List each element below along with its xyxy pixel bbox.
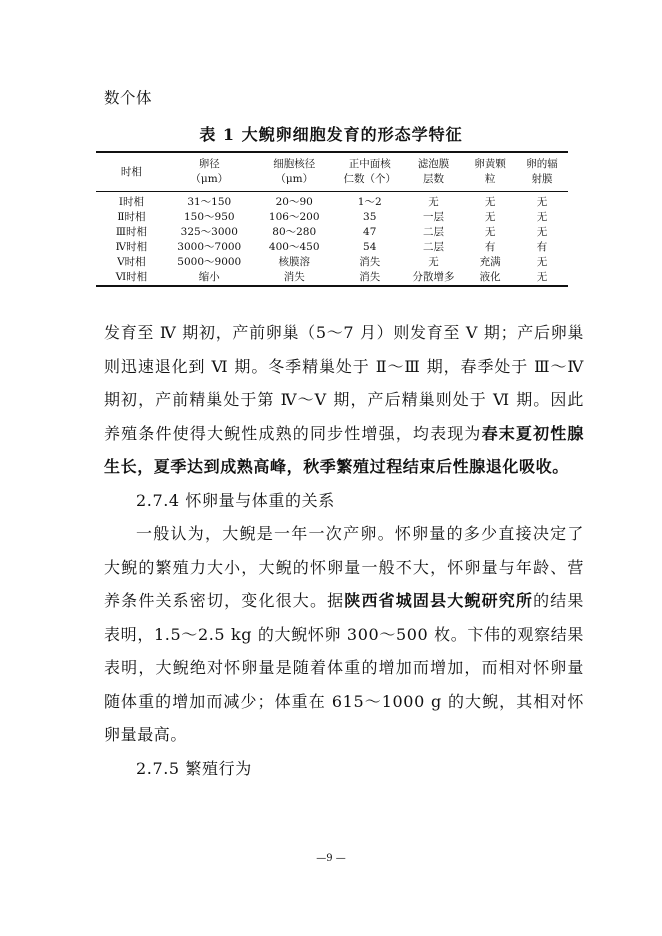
table-title: 表 1 大鲵卵细胞发育的形态学特征 (199, 125, 463, 144)
table-cell: 325～3000 (180, 226, 238, 238)
header-line: （μm） (275, 173, 314, 185)
header-line: 细胞核径 (273, 158, 316, 170)
header-line: 卵的辐 (526, 158, 558, 170)
table-header-cell (96, 152, 167, 192)
paragraph-text: 发育至 Ⅳ 期初，产前卵巢（5～7 月）则发育至 Ⅴ 期；产后卵巢则迅速退化到 Ⅵ 期。冬季精巢处于 Ⅱ～Ⅲ 期，春季处于 Ⅲ～Ⅳ 期初，产前精巢处于第 Ⅳ～Ⅴ 期，产后精巢则处于 Ⅵ 期。因此养殖条件使得大鲵性成熟的同步性增强，均表现为 (104, 323, 584, 443)
table-cell: 无 (484, 211, 496, 223)
table-header-row (96, 152, 568, 192)
table-cell: 核膜溶 (278, 256, 310, 268)
table-cell: 有 (536, 241, 548, 253)
header-line: 滤泡膜 (417, 158, 450, 170)
section-heading-2-7-4: 2.7.4 怀卵量与体重的关系 (136, 490, 335, 510)
table-row (96, 255, 568, 270)
table-cell: 54 (363, 241, 377, 253)
table-cell: 无 (536, 226, 548, 238)
table-cell: 一层 (422, 211, 444, 223)
table-cell: 1～2 (357, 196, 382, 208)
table-cell: 无 (484, 196, 496, 208)
table-cell: 5000～9000 (177, 256, 242, 268)
body-text (104, 316, 584, 785)
header-line: 正中面核 (348, 158, 391, 170)
table-cell: 20～90 (275, 196, 313, 208)
table-header (96, 152, 568, 192)
table-cell: Ⅲ时相 (115, 226, 147, 238)
header-line: （μm） (190, 173, 229, 185)
table-cell: 80～280 (272, 226, 317, 238)
paragraph-bold-text: 春末夏初性腺生长，夏季达到成熟高峰，秋季繁殖过程结束后性腺退化吸收。 (104, 423, 584, 476)
table-row (96, 210, 568, 225)
header-line: 时相 (120, 165, 142, 178)
paragraph-ovary-development (104, 316, 584, 484)
top-text-line: 数个体 (104, 89, 153, 107)
table-cell: 二层 (422, 226, 444, 238)
table-cell: 150～950 (183, 211, 235, 223)
section-heading-2-7-5: 2.7.5 繁殖行为 (136, 758, 252, 778)
paragraph-text: 一般认为，大鲵是一年一次产卵。怀卵量的多少直接决定了大鲵的繁殖力大小，大鲵的怀卵量一般不大，怀卵量与年龄、营养条件关系密切，变化很大。据 (104, 524, 584, 610)
table-cell: 无 (536, 211, 548, 223)
table-cell: Ⅳ时相 (115, 241, 148, 253)
header-line: 卵黄颗 (474, 158, 506, 170)
table-cell: 充满 (479, 256, 501, 268)
table-cell: 无 (536, 196, 548, 208)
table-cell: 消失 (359, 256, 381, 268)
table-cell: Ⅵ时相 (96, 270, 167, 286)
header-line: 卵径 (198, 158, 220, 170)
table-header-cell (403, 152, 464, 192)
table-cell: 消失 (252, 270, 337, 286)
header-line: 层数 (422, 173, 444, 185)
morphology-table (96, 151, 568, 287)
table-row (96, 192, 568, 211)
table-header-cell (167, 152, 252, 192)
table-cell: 缩小 (167, 270, 252, 286)
table-cell: 无 (428, 256, 439, 268)
table-cell: 106～200 (268, 211, 320, 223)
table-cell: 液化 (464, 270, 516, 286)
table-cell: 35 (363, 211, 377, 223)
table-row (96, 225, 568, 240)
header-line: 粒 (484, 173, 496, 185)
table-body (96, 192, 568, 287)
table-cell: 无 (484, 226, 496, 238)
table-cell: 消失 (337, 270, 403, 286)
table-header-cell (464, 152, 516, 192)
table-row (96, 240, 568, 255)
table-cell: 31～150 (187, 196, 232, 208)
table-cell: 无 (428, 196, 439, 208)
header-line: 射膜 (531, 173, 553, 185)
table-header-cell (337, 152, 403, 192)
institute-name: 陕西省城固县大鲵研究所 (344, 591, 534, 610)
table-cell: Ⅰ时相 (118, 196, 144, 208)
table-header-cell (252, 152, 337, 192)
table-cell: 47 (363, 226, 377, 238)
page-number: —9 — (316, 853, 346, 864)
table-cell: Ⅴ时相 (117, 256, 146, 268)
header-line: 仁数（个） (343, 173, 396, 185)
paragraph-text: 的结果表明，1.5～2.5 kg 的大鲵怀卵 300～500 枚。卞伟的观察结果表明，大鲵绝对怀卵量是随着体重的增加而增加，而相对怀卵量随体重的增加而减少；体重在 615～1000 g 的大鲵，其相对怀卵量最高。 (104, 591, 585, 744)
table-cell: 3000～7000 (177, 241, 242, 253)
table-cell: 无 (536, 256, 548, 268)
table-cell: Ⅱ时相 (117, 211, 146, 223)
table-cell: 有 (484, 241, 496, 253)
paragraph-egg-count (104, 517, 584, 752)
table-cell: 400～450 (268, 241, 320, 253)
table-cell: 二层 (422, 241, 444, 253)
table-row (96, 270, 568, 286)
table-header-cell (516, 152, 568, 192)
table-cell: 无 (516, 270, 568, 286)
table-cell: 分散增多 (403, 270, 464, 286)
